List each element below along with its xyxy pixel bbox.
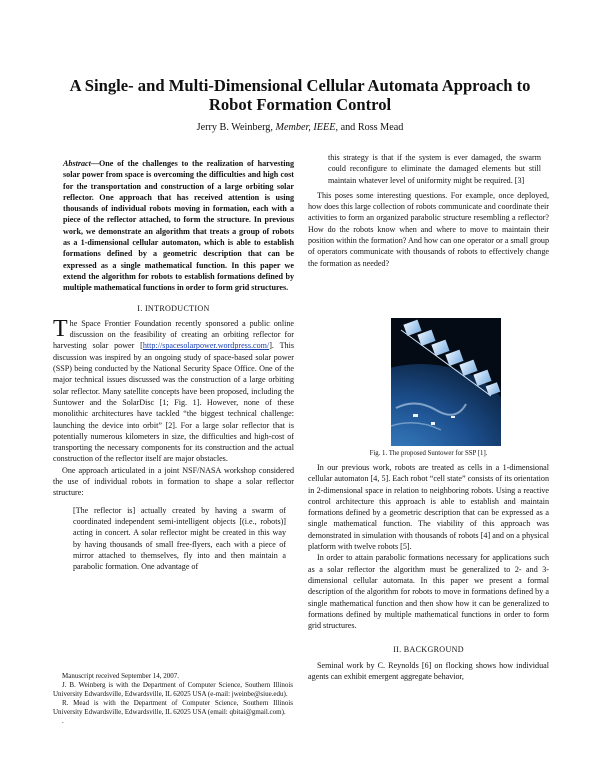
footnote-mead: R. Mead is with the Department of Computer Science, Southern Illinois University Edwardsville, Edwardsville, IL 62025 USA (email: qbitai@gmail.com). — [53, 699, 293, 716]
author-1-name: Jerry B. Weinberg, — [196, 122, 273, 133]
authors — [40, 122, 560, 133]
right-column — [308, 152, 549, 269]
intro-paragraph-4: In our previous work, robots are treated as cells in a 1-dimensional cellular automaton [4, 5]. Each robot “cell state” consists of its orientation in 2-dimensional space in relation to neighboring robots. Using a reactive control architecture this approach is able to establish and maintain formations defined by a geometric description that can be expressed as a single mathematical function. The viability of this approach was demonstrated in simulation with thousands of robots [4] and on a physical platform with twelve robots [5]. — [308, 463, 549, 552]
abstract-text: —One of the challenges to the realization of harvesting solar power from space is overcoming the difficulties and high cost for the transportation and construction of a large orbiting solar reflector. One approach that has received attention is using thousands of individual robots moving in formation, each with a piece of the reflector attached, to form the structure. In previous work, we demonstrate an algorithm that treats a group of robots as a 1-dimensional cellular automaton, which is able to establish formations defined by a geometric description that can be expressed as a single mathematical function. In this paper we extend the algorithm for robots to establish formations defined by multiple mathematical functions in order to form grid structures. — [63, 159, 294, 293]
intro-p1-text-b: ]. This discussion was inspired by an ongoing study of space-based solar power (SSP) being conducted by the National Security Space Office. One of the major technical issues discussed was the construction of a large orbiting solar reflector. Many satellite concepts have been proposed, including the Suntower and the SolarDisc [1; Fig. 1]. However, none of these monolithic architectures have tackled “the biggest technical challenge: launching the device into orbit” [2]. For a large solar reflector that is potentially numerous kilometers in size, the difficulties and high-cost of transporting the necessary components for its construction and the actual construction of the reflector itself are major obstacles. — [53, 341, 294, 464]
section-heading-introduction: I. INTRODUCTION — [137, 303, 210, 313]
intro-paragraph-1 — [53, 315, 294, 465]
spacesolarpower-link[interactable]: http://spacesolarpower.wordpress.com/ — [142, 341, 270, 351]
author-2: and Ross Mead — [340, 122, 404, 133]
footnote-weinberg: J. B. Weinberg is with the Department of Computer Science, Southern Illinois University Edwardsville, Edwardsville, IL 62025 USA (e-mail: jweinbe@siue.edu). — [53, 681, 293, 698]
footnote-received: Manuscript received September 14, 2007. — [62, 672, 180, 680]
suntower-illustration — [391, 318, 501, 446]
suntower-figure — [391, 318, 501, 446]
author-1-affiliation: Member, IEEE, — [275, 122, 339, 133]
block-quote-part-2: this strategy is that if the system is ever damaged, the swarm could reconfigure to eliminate the damaged elements but still maintain whatever level of uniformity might be required. [3] — [328, 153, 541, 185]
title-line-1: A Single- and Multi-Dimensional Cellular Automata Approach to — [69, 76, 531, 95]
intro-p1-text-a: he Space Frontier Foundation recently sponsored a public online discussion on the feasibility of creating an orbiting reflector for harvesting solar power [ — [53, 318, 294, 351]
footnotes — [53, 672, 293, 726]
paper-title — [40, 76, 560, 114]
background-paragraph-1: Seminal work by C. Reynolds [6] on flocking shows how individual agents can exhibit emergent aggregate behavior, — [308, 660, 549, 682]
abstract-label: Abstract — [63, 159, 91, 168]
intro-paragraph-5: In order to attain parabolic formations necessary for applications such as a solar reflector the algorithm must be generalized to 2- and 3-dimensional cellular automata. In this paper we present a formal description of the algorithm for robots to move in formations defined by a single mathematical function and then show how it can be generalized to formations defined by multiple mathematical functions in order to form grid structures. — [308, 553, 549, 631]
section-heading-background: II. BACKGROUND — [393, 645, 464, 655]
drop-cap: T — [53, 315, 68, 342]
title-line-2: Robot Formation Control — [208, 95, 392, 114]
abstract — [63, 158, 294, 294]
intro-paragraph-2: One approach articulated in a joint NSF/NASA workshop considered the use of individual robots in formation to shape a solar reflector structure: — [53, 465, 294, 498]
intro-paragraph-3: This poses some interesting questions. For example, once deployed, how does this large collection of robots communicate and coordinate their activities to form an organized parabolic structure resembling a reflector? How do the robots know when and where to move to maintain their position within the formation? And how can one operator or a small group of operators communicate with thousands of robots to effectively change the formation as needed? — [308, 190, 549, 268]
figure-caption: Fig. 1. The proposed Suntower for SSP [1]. — [369, 450, 488, 457]
block-quote-part-1: [The reflector is] actually created by having a swarm of coordinated independent semi-intelligent objects [(i.e., robots)] acting in concert. A solar reflector might be created in this way by having thousands of small free-flyers, each with a piece of mirror attached to themselves, fly into and then maintain a parabolic formation. One advantage of — [73, 505, 286, 572]
right-column-lower — [308, 462, 549, 682]
left-column — [53, 158, 294, 572]
footnote-dot: . — [62, 717, 64, 725]
